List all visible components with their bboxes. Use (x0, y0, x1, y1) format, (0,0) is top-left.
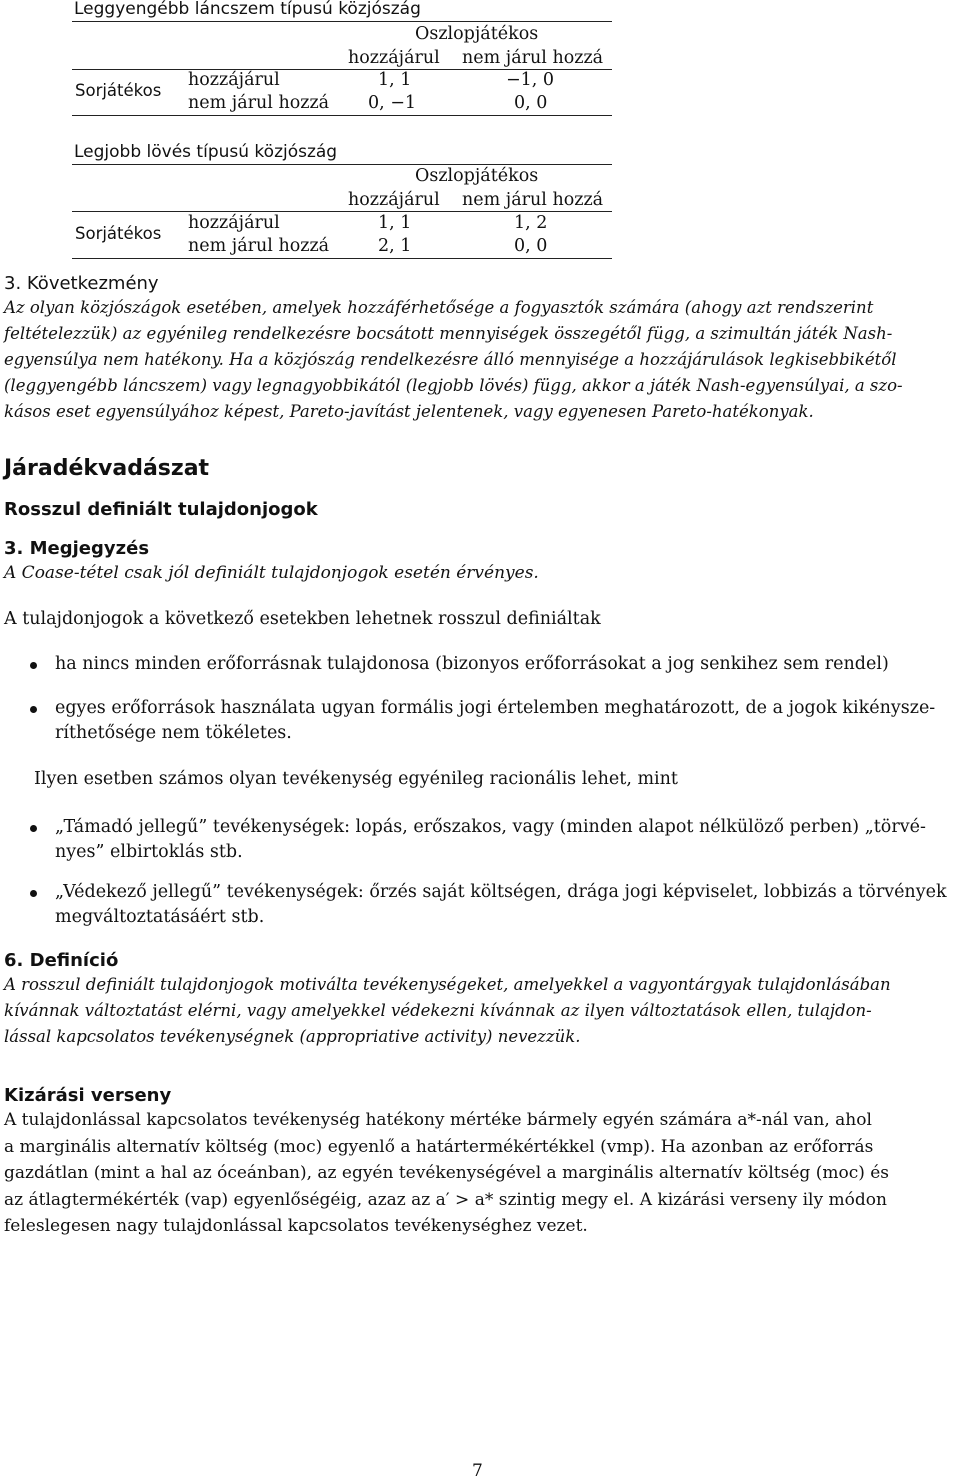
paragraph: Ilyen esetben számos olyan tevékenység egyénileg racionális lehet, mint (34, 769, 678, 789)
page-number: 7 (472, 1461, 483, 1481)
text-line: a marginális alternatív költség (moc) egyenlő a határtermékértékkel (vmp). Ha azonban az erőforrás (4, 1136, 874, 1157)
table-caption: Leggyengébb láncszem típusú közjószág (74, 0, 421, 19)
payoff-cell: 1, 1 (378, 70, 412, 90)
text-line: egyes erőforrások használata ugyan formális jogi értelemben meghatározott, de a jogok kikénysze- (55, 698, 936, 718)
column-player-label: Oszlopjátékos (415, 166, 539, 186)
text-line: lással kapcsolatos tevékenységnek (appropriative activity) nevezzük. (4, 1027, 581, 1046)
section-title: Járadékvadászat (4, 456, 210, 481)
text-line: (leggyengébb láncszem) vagy legnagyobbikától (legjobb lövés) függ, akkor a játék Nash-egyensúlyai, a szo- (4, 376, 903, 395)
paragraph: A tulajdonjogok a következő esetekben lehetnek rosszul definiáltak (4, 609, 601, 629)
text-line: ha nincs minden erőforrásnak tulajdonosa (bizonyos erőforrásokat a jog senkihez sem rendel) (55, 654, 889, 674)
row-label: nem járul hozzá (188, 236, 330, 256)
payoff-cell: 0, −1 (368, 93, 417, 113)
table-rule (72, 115, 612, 116)
text-line: „Védekező jellegű” tevékenységek: őrzés saját költségen, drága jogi képviselet, lobbizás a törvények (55, 882, 947, 902)
payoff-cell: 1, 1 (378, 213, 412, 233)
text-line: Az olyan közjószágok esetében, amelyek hozzáférhetősége a fogyasztók számára (ahogy azt rendszerint (4, 298, 874, 317)
payoff-cell: 1, 2 (514, 213, 548, 233)
table-caption: Legjobb lövés típusú közjószág (74, 142, 338, 162)
row-player-label: Sorjátékos (75, 81, 162, 100)
bullet-icon (30, 662, 37, 669)
column-header: nem járul hozzá (462, 48, 604, 68)
list-item (55, 815, 955, 865)
text-line: ríthetősége nem tökéletes. (55, 723, 292, 743)
exclusion-heading: Kizárási verseny (4, 1085, 172, 1106)
definition-text (4, 972, 959, 1050)
list-item (55, 880, 955, 930)
text-line: feltételezzük) az egyénileg rendelkezésre bocsátott mennyiségek összegétől függ, a szimultán játék Nash- (4, 324, 893, 343)
text-line: kívánnak változtatást elérni, vagy amelyekkel védekezni kívánnak az ilyen változtatások ellen, tulajdon- (4, 1001, 872, 1020)
subsection-title: Rosszul definiált tulajdonjogok (4, 499, 318, 520)
bullet-icon (30, 706, 37, 713)
column-player-label: Oszlopjátékos (415, 24, 539, 44)
text-line: A tulajdonlással kapcsolatos tevékenység hatékony mértéke bármely egyén számára a*-nál van, ahol (4, 1110, 872, 1130)
text-line: egyensúlya nem hatékony. Ha a közjószág rendelkezésre álló mennyisége a hozzájárulások legkisebbikétől (4, 350, 897, 369)
list-item (55, 652, 955, 677)
bullet-icon (30, 890, 37, 897)
remark-heading: 3. Megjegyzés (4, 538, 150, 559)
row-label: hozzájárul (188, 213, 280, 233)
table-rule (72, 258, 612, 259)
remark-text: A Coase-tétel csak jól definiált tulajdonjogok esetén érvényes. (4, 563, 539, 583)
corollary-heading: 3. Következmény (4, 273, 159, 294)
row-label: hozzájárul (188, 70, 280, 90)
text-line: „Támadó jellegű” tevékenységek: lopás, erőszakos, vagy (minden alapot nélkülöző perben) „törvé- (55, 817, 926, 837)
definition-heading: 6. Definíció (4, 950, 119, 971)
text-line: A rosszul definiált tulajdonjogok motiválta tevékenységeket, amelyekkel a vagyontárgyak tulajdonlásában (4, 975, 891, 994)
list-item (55, 696, 955, 746)
text-line: gazdátlan (mint a hal az óceánban), az egyén tevékenységével a marginális alternatív költség (moc) és (4, 1163, 890, 1183)
text-line: megváltoztatásáért stb. (55, 907, 265, 927)
column-header: hozzájárul (348, 190, 440, 210)
payoff-cell: 2, 1 (378, 236, 412, 256)
column-header: nem járul hozzá (462, 190, 604, 210)
payoff-cell: 0, 0 (514, 236, 548, 256)
text-line: kásos eset egyensúlyához képest, Pareto-javítást jelentenek, vagy egyenesen Pareto-hatékonyak. (4, 402, 814, 421)
row-player-label: Sorjátékos (75, 224, 162, 243)
payoff-cell: −1, 0 (506, 70, 555, 90)
text-line: feleslegesen nagy tulajdonlással kapcsolatos tevékenységhez vezet. (4, 1216, 588, 1236)
row-label: nem járul hozzá (188, 93, 330, 113)
column-header: hozzájárul (348, 48, 440, 68)
corollary-text (4, 295, 959, 425)
payoff-cell: 0, 0 (514, 93, 548, 113)
text-line: nyes” elbirtoklás stb. (55, 842, 243, 862)
bullet-icon (30, 825, 37, 832)
exclusion-text (4, 1107, 959, 1240)
text-line: az átlagtermékérték (vap) egyenlőségéig, azaz az a′ > a* szintig megy el. A kizárási verseny ily módon (4, 1189, 887, 1210)
